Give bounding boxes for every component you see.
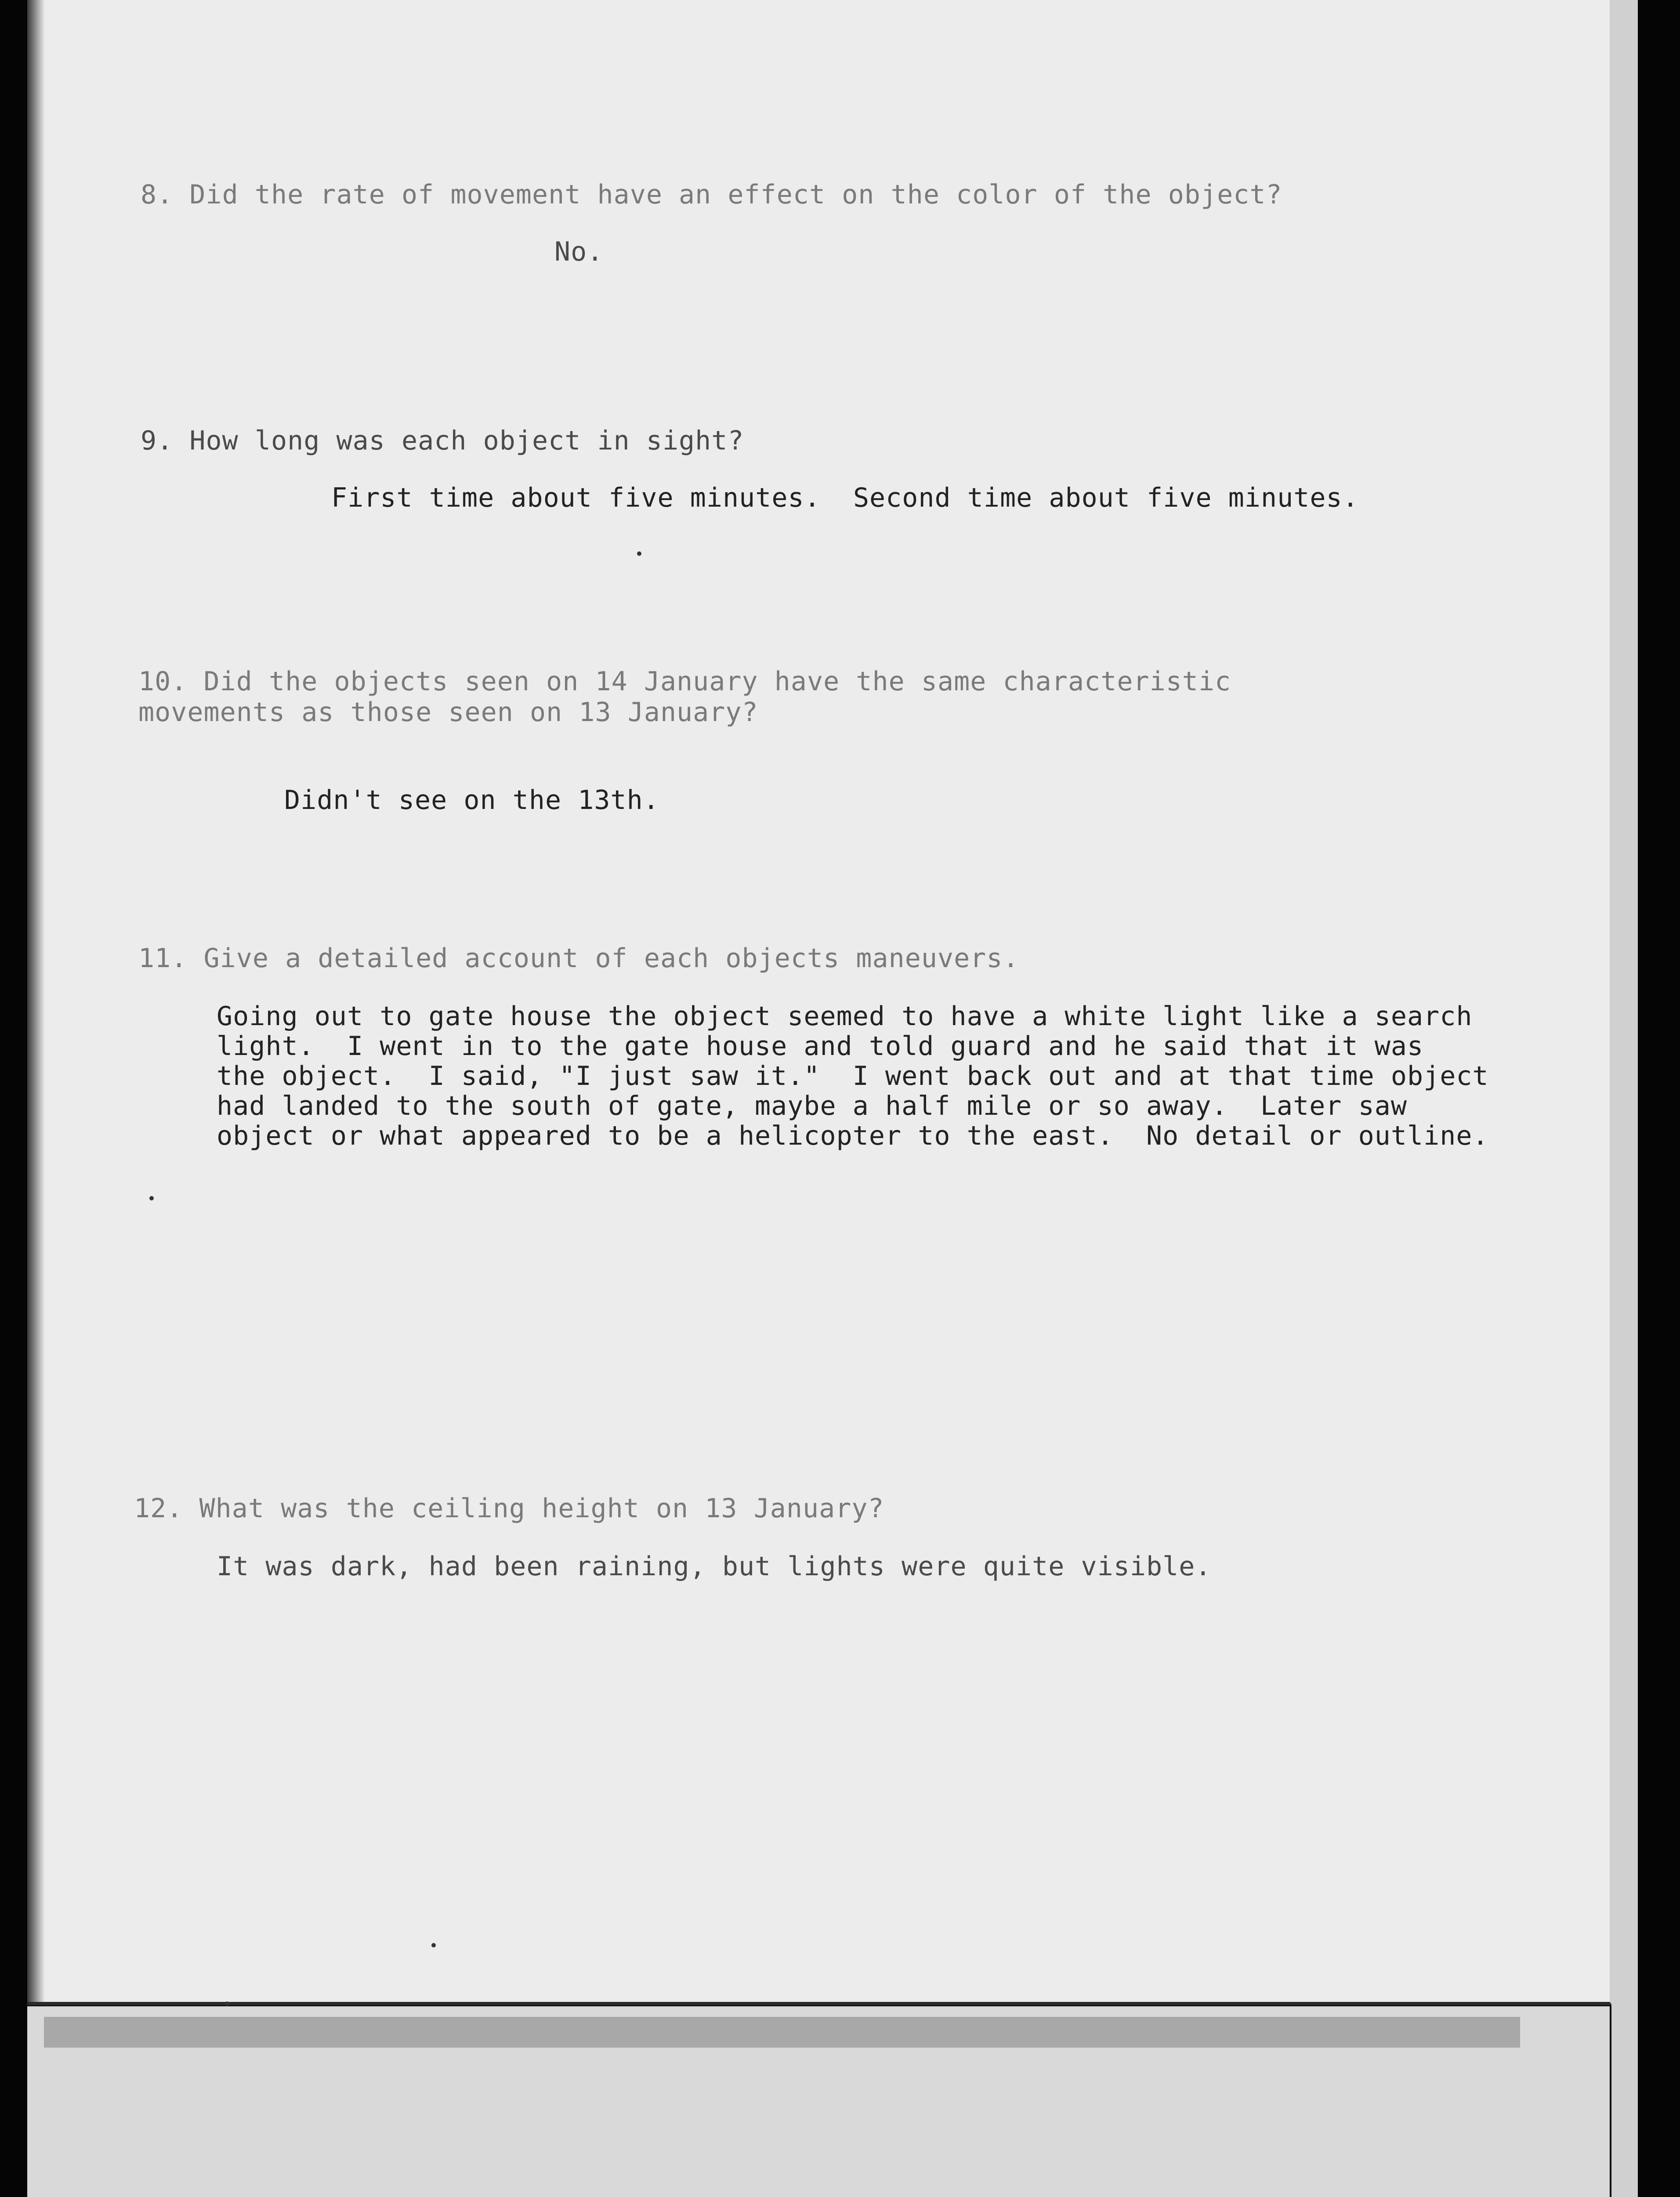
answer-11-line3: the object. I said, "I just saw it." I went back out and at that time object [217, 1061, 1489, 1091]
question-11: 11. Give a detailed account of each objects maneuvers. [138, 943, 1019, 974]
answer-11-line4: had landed to the south of gate, maybe a half mile or so away. Later saw [217, 1091, 1407, 1121]
question-12: 12. What was the ceiling height on 13 January? [134, 1493, 884, 1524]
question-9: 9. How long was each object in sight? [141, 425, 744, 456]
answer-8: No. [554, 236, 604, 267]
answer-10: Didn't see on the 13th. [284, 785, 659, 816]
speck [431, 1943, 436, 1947]
answer-12: It was dark, had been raining, but lights were quite visible. [217, 1551, 1212, 1582]
question-10-line2: movements as those seen on 13 January? [138, 697, 758, 728]
question-8: 8. Did the rate of movement have an effect on the color of the object? [141, 179, 1282, 210]
question-10-line1: 10. Did the objects seen on 14 January have the same characteristic [138, 666, 1231, 697]
speck [149, 1196, 154, 1200]
answer-11-line2: light. I went in to the gate house and told guard and he said that it was [217, 1031, 1424, 1062]
speck [225, 2001, 229, 2006]
answer-9: First time about five minutes. Second time about five minutes. [331, 482, 1359, 513]
speck [637, 551, 641, 556]
right-edge [1611, 0, 1638, 2197]
backing-strip [44, 2017, 1520, 2048]
left-shadow [27, 0, 45, 2002]
answer-11-line5: object or what appeared to be a helicopter to the east. No detail or outline. [217, 1120, 1489, 1151]
answer-11-line1: Going out to gate house the object seemed to have a white light like a search [217, 1001, 1473, 1032]
